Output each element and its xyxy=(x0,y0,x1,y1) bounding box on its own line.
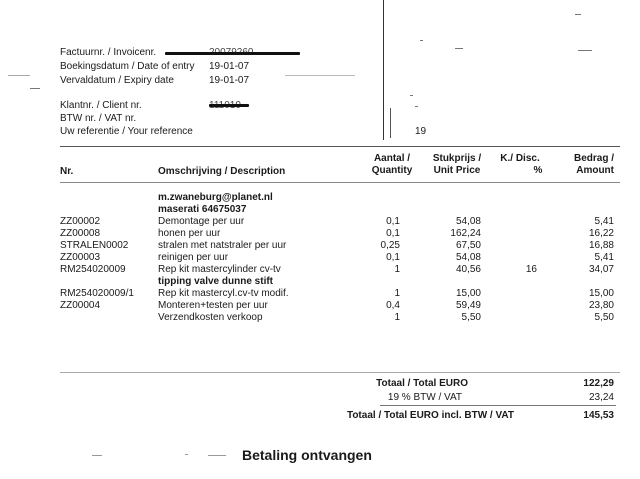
invoice-number-label: Factuurnr. / Invoicenr. xyxy=(60,47,157,58)
side-reference-value: 19 xyxy=(415,126,427,137)
total-label: Totaal / Total EURO xyxy=(376,378,468,389)
row-amount: 5,50 xyxy=(594,312,614,323)
redaction-bar xyxy=(209,104,249,107)
row-description: Monteren+testen per uur xyxy=(158,300,268,311)
row-description: reinigen per uur xyxy=(158,252,229,263)
scan-line xyxy=(383,0,384,140)
total-value: 122,29 xyxy=(583,378,614,389)
table-top-rule xyxy=(60,146,620,147)
your-reference-label: Uw referentie / Your reference xyxy=(60,126,193,137)
scan-speck xyxy=(410,95,413,96)
col-amount-line1: Bedrag / xyxy=(573,153,614,164)
vat-value: 23,24 xyxy=(588,392,614,403)
col-discount xyxy=(495,153,545,177)
entry-date-value: 19-01-07 xyxy=(209,61,250,72)
row-unit-price: 54,08 xyxy=(455,216,481,227)
row-item-number: RM254020009/1 xyxy=(60,288,134,299)
row-unit-price: 162,24 xyxy=(450,228,481,239)
row-description: stralen met natstraler per uur xyxy=(158,240,287,251)
col-quantity-line2: Quantity xyxy=(371,165,413,176)
expiry-date-value: 19-01-07 xyxy=(209,75,250,86)
scan-speck xyxy=(208,455,226,456)
row-amount: 16,22 xyxy=(588,228,614,239)
grand-total-value: 145,53 xyxy=(583,410,614,421)
redaction-bar xyxy=(165,52,300,55)
col-unit-price xyxy=(425,153,489,177)
row-quantity: 0,25 xyxy=(380,240,400,251)
row-discount: 16 xyxy=(525,264,537,275)
grand-total-label: Totaal / Total EURO incl. BTW / VAT xyxy=(346,410,514,421)
vat-number-label: BTW nr. / VAT nr. xyxy=(60,113,137,124)
row-description: Rep kit mastercylinder cv-tv xyxy=(158,264,281,275)
expiry-date-label: Vervaldatum / Expiry date xyxy=(60,75,174,86)
col-discount-line2: % xyxy=(533,165,543,176)
col-description: Omschrijving / Description xyxy=(158,166,286,177)
col-unit-price-line2: Unit Price xyxy=(433,165,481,176)
row-description: Demontage per uur xyxy=(158,216,245,227)
col-discount-line1: K./ Disc. xyxy=(500,153,540,164)
scan-speck xyxy=(420,40,423,41)
payment-received-stamp: Betaling ontvangen xyxy=(242,447,372,463)
col-quantity xyxy=(360,153,424,177)
col-quantity-line1: Aantal / xyxy=(373,153,411,164)
col-nr: Nr. xyxy=(60,166,74,177)
row-quantity: 0,4 xyxy=(386,300,400,311)
scan-speck xyxy=(8,75,30,76)
row-quantity: 0,1 xyxy=(386,228,400,239)
totals-rule xyxy=(60,372,620,373)
row-item-number: STRALEN0002 xyxy=(60,240,129,251)
col-unit-price-line1: Stukprijs / xyxy=(432,153,482,164)
row-unit-price: 5,50 xyxy=(461,312,481,323)
row-item-number: ZZ00004 xyxy=(60,300,101,311)
col-amount-line2: Amount xyxy=(576,165,614,176)
row-quantity: 0,1 xyxy=(386,252,400,263)
col-amount xyxy=(550,153,614,177)
row-amount: 16,88 xyxy=(588,240,614,251)
customer-email: m.zwaneburg@planet.nl xyxy=(158,192,273,203)
scan-speck xyxy=(415,106,418,107)
row-quantity: 0,1 xyxy=(386,216,400,227)
row-unit-price: 40,56 xyxy=(455,264,481,275)
row-amount: 5,41 xyxy=(594,216,614,227)
row-description: tipping valve dunne stift xyxy=(158,276,274,287)
vat-label: 19 % BTW / VAT xyxy=(387,392,462,403)
vehicle-reference: maserati 64675037 xyxy=(158,204,247,215)
scan-speck xyxy=(30,88,40,89)
row-item-number: ZZ00002 xyxy=(60,216,101,227)
scan-line xyxy=(390,108,391,138)
scan-speck xyxy=(92,455,102,456)
row-unit-price: 15,00 xyxy=(455,288,481,299)
row-amount: 34,07 xyxy=(588,264,614,275)
row-quantity: 1 xyxy=(394,288,400,299)
scan-speck xyxy=(575,14,581,15)
grand-total-rule xyxy=(380,405,616,406)
scan-speck xyxy=(578,50,592,51)
row-item-number: ZZ00008 xyxy=(60,228,101,239)
row-unit-price: 59,49 xyxy=(455,300,481,311)
row-quantity: 1 xyxy=(394,312,400,323)
row-amount: 15,00 xyxy=(588,288,614,299)
row-unit-price: 67,50 xyxy=(455,240,481,251)
row-description: Verzendkosten verkoop xyxy=(158,312,263,323)
row-item-number: RM254020009 xyxy=(60,264,126,275)
row-amount: 23,80 xyxy=(588,300,614,311)
row-quantity: 1 xyxy=(394,264,400,275)
scan-speck xyxy=(185,454,188,455)
client-number-label: Klantnr. / Client nr. xyxy=(60,100,142,111)
entry-date-label: Boekingsdatum / Date of entry xyxy=(60,61,195,72)
row-item-number: ZZ00003 xyxy=(60,252,101,263)
row-unit-price: 54,08 xyxy=(455,252,481,263)
row-description: Rep kit mastercyl.cv-tv modif. xyxy=(158,288,289,299)
row-description: honen per uur xyxy=(158,228,221,239)
scan-speck xyxy=(455,48,463,49)
scan-speck xyxy=(285,75,355,76)
header-rule xyxy=(60,182,620,183)
row-amount: 5,41 xyxy=(594,252,614,263)
